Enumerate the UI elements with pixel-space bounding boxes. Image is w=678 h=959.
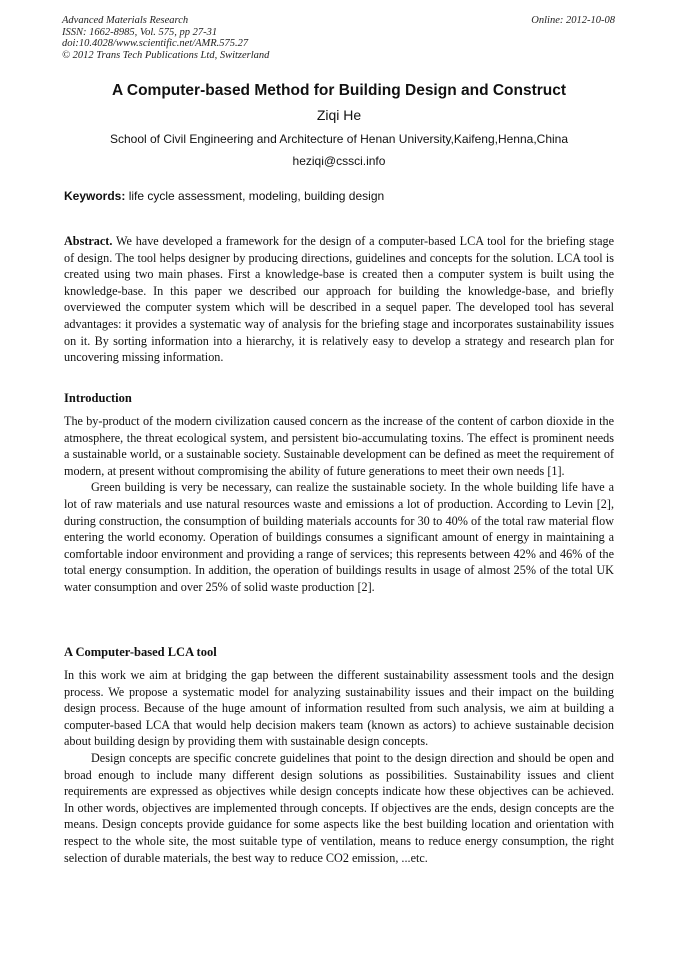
paragraph: Design concepts are specific concrete guidelines that point to the design direction and should be open and broad enough to include many different design solutions as possibilities. Sustainability issues and client requirements are expressed as objectives while design concepts indicate how these objectives can be achieved. In other words, objectives are implemented through concepts. If objectives are the ends, design concepts are the means. Design concepts provide guidance for some aspects like the best building location and orientation with respect to the whole site, the most suitable type of ventilation, means to reduce energy consumption, the right selection of durable materials, the best way to reduce CO2 emission, ...etc. bbox=[64, 750, 614, 865]
abstract-text: We have developed a framework for the design of a computer-based LCA tool for the briefing stage of design. The tool helps designer by producing directions, guidelines and concepts for the solution. LCA tool is created using two main phases. First a knowledge-base is created then a computer system is built using the knowledge-base. In this paper we described our approach for building the knowledge-base, and briefly overviewed the computer system which will be described in a sequel paper. The developed tool has several advantages: it provides a systematic way of analysis for the briefing stage and incorporates sustainability issues on it. By sorting information into a hierarchy, it is relatively easy to develop a strategy and research plan for uncovering missing information. bbox=[64, 234, 614, 365]
paragraph: In this work we aim at bridging the gap between the different sustainability assessment tools and the design process. We propose a systematic model for analyzing sustainability issues and their impact on the building design process. Because of the huge amount of information resulted from such analysis, we aim at building a computer-based LCA that would help decision makers team (known as actors) to achieve sustainable decision about building design by providing them with sustainable design concepts. bbox=[64, 668, 614, 749]
issn-line: ISSN: 1662-8985, Vol. 575, pp 27-31 bbox=[62, 26, 218, 38]
section-heading-introduction: Introduction bbox=[64, 391, 132, 405]
keywords bbox=[64, 188, 384, 204]
abstract bbox=[64, 233, 614, 366]
journal-header bbox=[62, 15, 269, 61]
paragraph: The by-product of the modern civilization caused concern as the increase of the content of carbon dioxide in the atmosphere, the threat ecological system, and persistent bio-accumulating toxins. The effect is prominent needs a sustainable world, or a sustainable society. Sustainable development can be defined as meet the requirement of modern, at present without compromising the ability of future generations to meet their own needs [1]. bbox=[64, 414, 614, 478]
section-lca-tool bbox=[64, 667, 614, 866]
keywords-label: Keywords: bbox=[64, 189, 126, 203]
paragraph: Green building is very be necessary, can realize the sustainable society. In the whole building life have a lot of raw materials and use natural resources waste and emissions a lot of production. According to Levin [2], during construction, the consumption of building materials accounts for 30 to 40% of the total raw material flow entering the world economy. Operation of buildings consumes a significant amount of energy in maintaining a comfortable indoor environment and providing a range of services; this represents between 42% and 46% of the total energy consumption. In addition, the operation of buildings results in usage of almost 25% of the total UK water consumption and over 25% of solid waste production [2]. bbox=[64, 480, 614, 594]
author-email[interactable]: heziqi@cssci.info bbox=[292, 154, 386, 168]
doi-line: doi:10.4028/www.scientific.net/AMR.575.27 bbox=[62, 38, 249, 49]
paper-author: Ziqi He bbox=[316, 107, 362, 123]
section-introduction bbox=[64, 413, 614, 596]
journal-name: Advanced Materials Research bbox=[62, 15, 189, 26]
copyright-line: © 2012 Trans Tech Publications Ltd, Switzerland bbox=[62, 49, 270, 61]
section-heading-lca-tool: A Computer-based LCA tool bbox=[64, 645, 217, 659]
paper-title: A Computer-based Method for Building Design and Construct bbox=[111, 82, 567, 99]
author-affiliation: School of Civil Engineering and Architecture of Henan University,Kaifeng,Henna,China bbox=[109, 132, 569, 146]
keywords-text: life cycle assessment, modeling, building design bbox=[125, 189, 385, 203]
online-date: Online: 2012-10-08 bbox=[531, 15, 615, 26]
abstract-label: Abstract. bbox=[64, 234, 113, 248]
